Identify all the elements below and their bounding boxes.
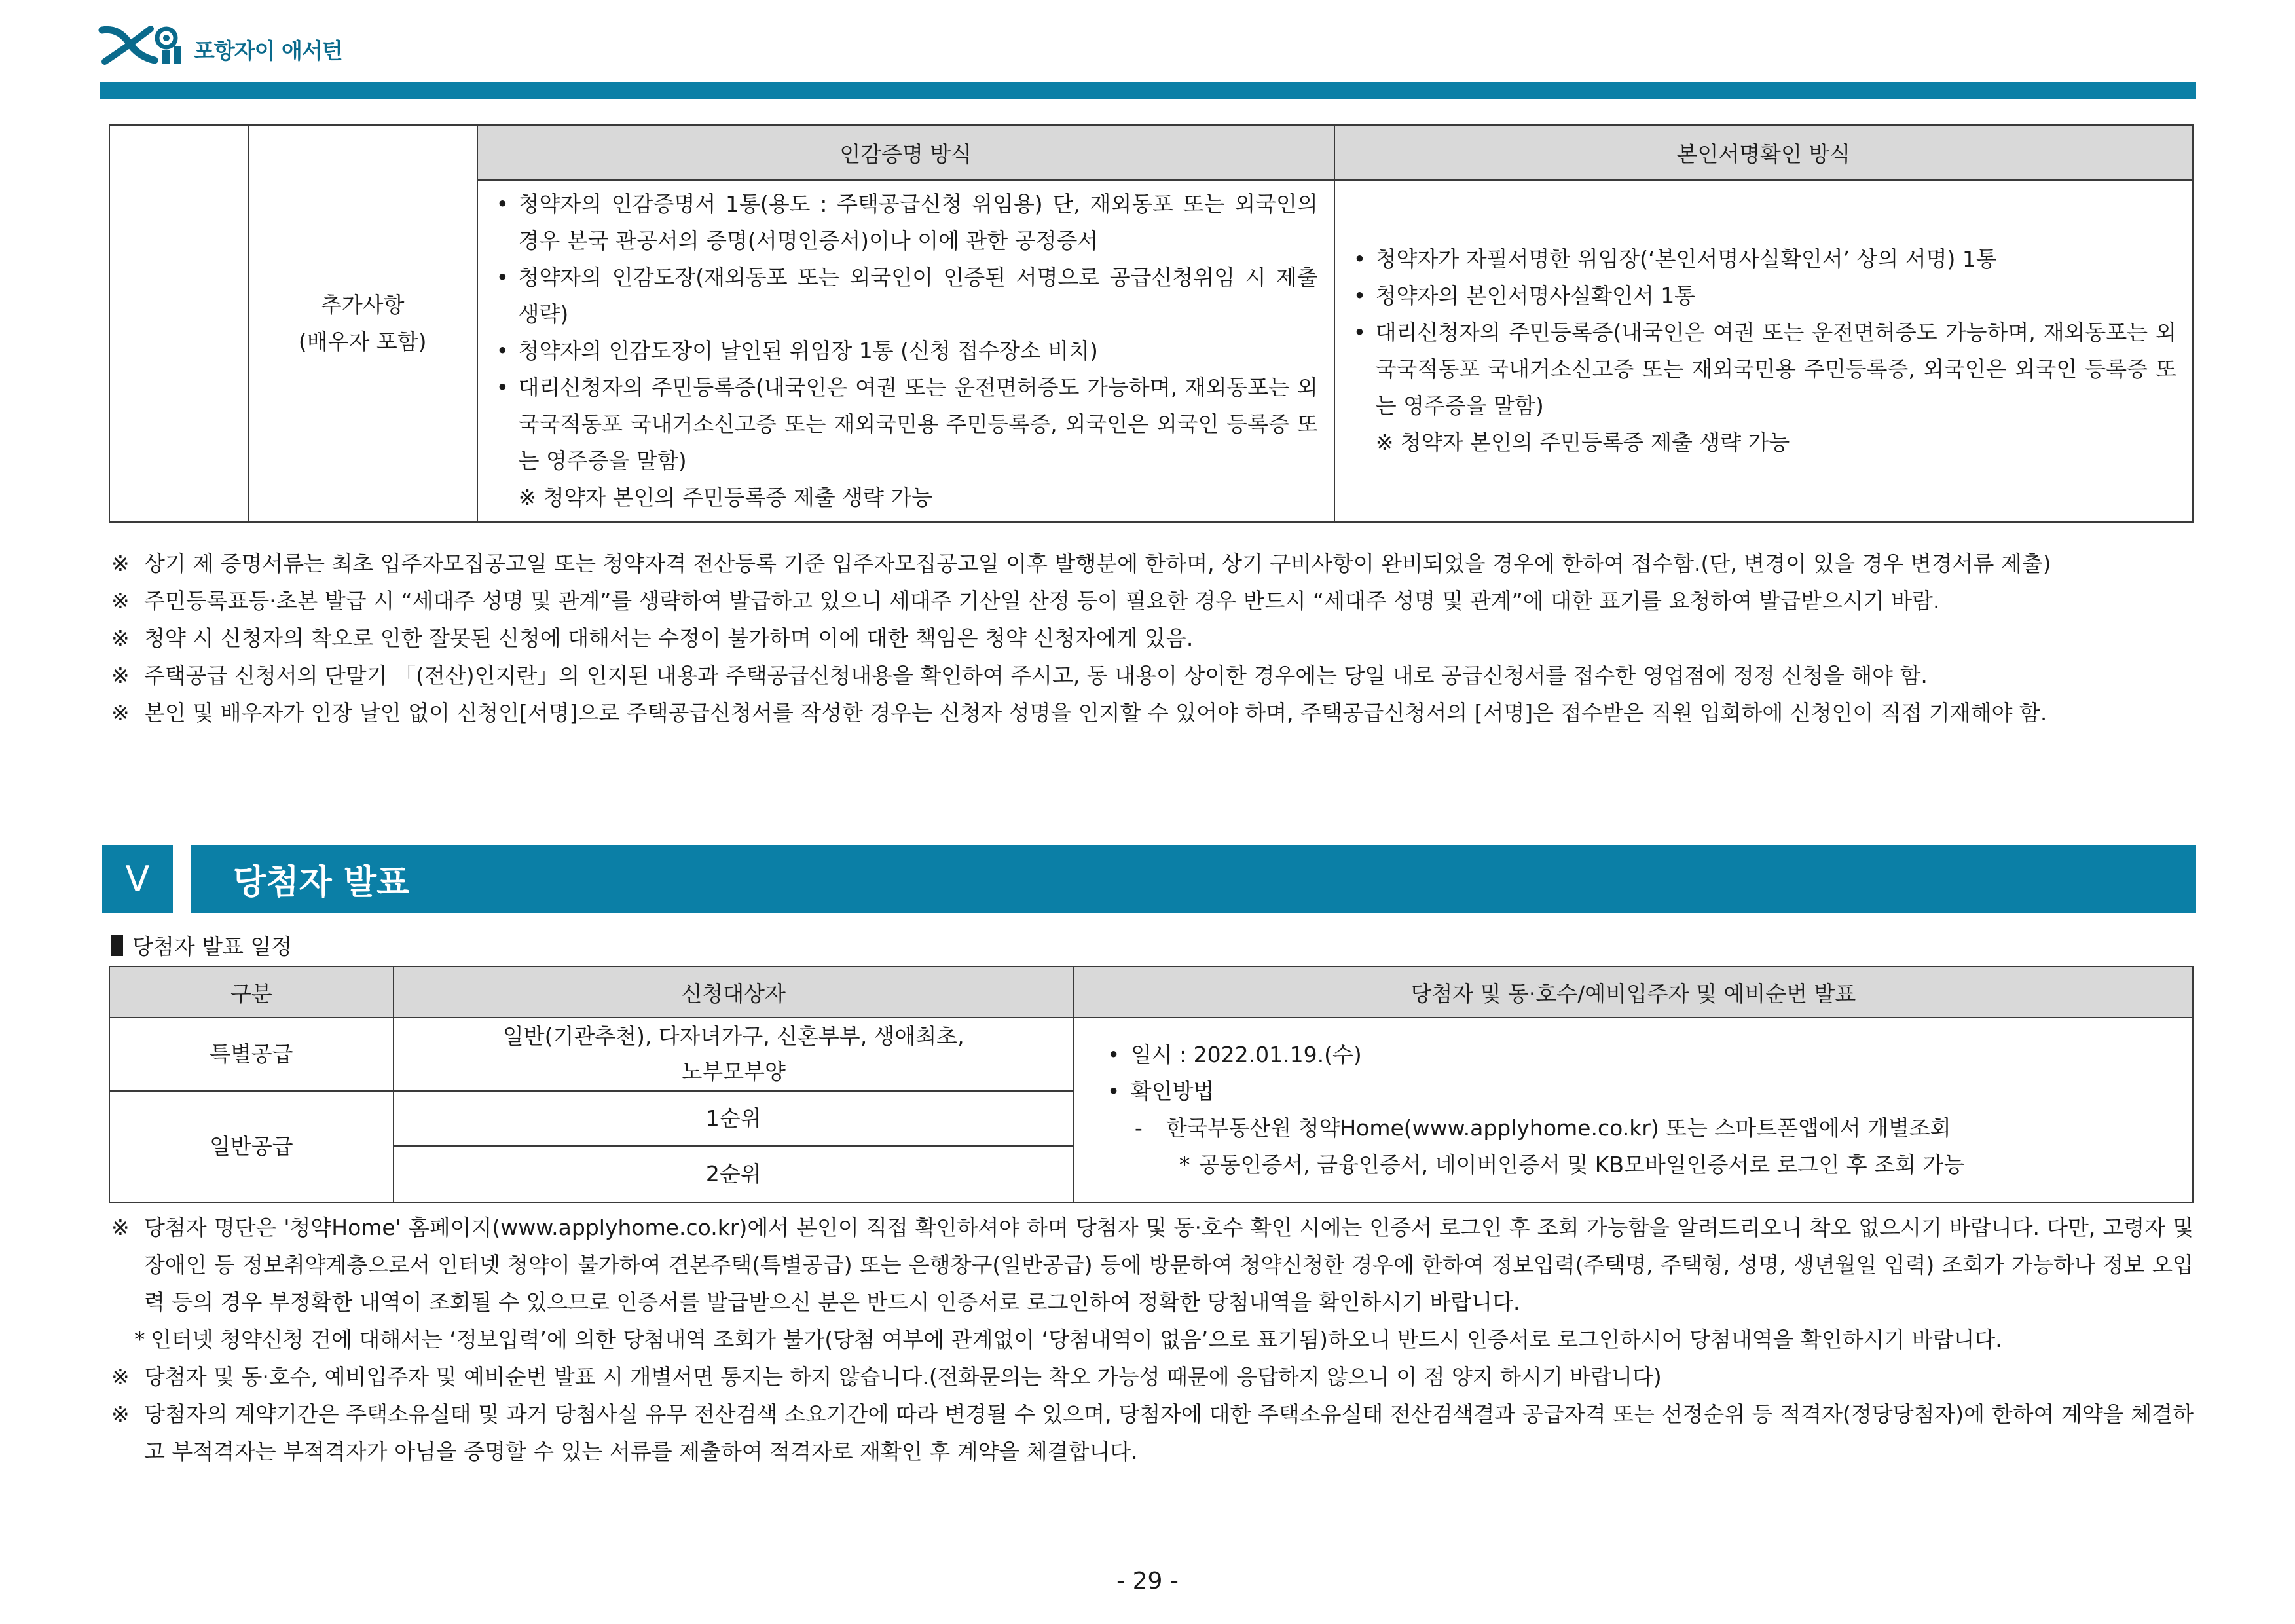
col-header-seal: 인감증명 방식 bbox=[477, 125, 1334, 180]
section-header bbox=[102, 845, 2196, 913]
info-method: • 확인방법 bbox=[1107, 1073, 2159, 1110]
note-item: ※ 당첨자의 계약기간은 주택소유실태 및 과거 당첨사실 유무 전산검색 소요기간에 따라 변경될 수 있으며, 당첨자에 대한 주택소유실태 전산검색결과 공급자격 또는 선정순위 등 적격자(정당당첨자)에 한하여 계약을 체결하고 부적격자는 부적격자가 아님을 증명할 수 있는 서류를 제출하여 적격자로 재확인 후 계약을 체결합니다. bbox=[111, 1401, 2194, 1464]
special-supply-targets: 일반(기관추천), 다자녀가구, 신혼부부, 생애최초, 노부모부양 bbox=[394, 1018, 1074, 1091]
special-supply-label: 특별공급 bbox=[109, 1018, 394, 1091]
page-header bbox=[98, 22, 342, 68]
list-item: • 대리신청자의 주민등록증(내국인은 여권 또는 운전면허증도 가능하며, 재외동포는 외국국적동포 국내거소신고증 또는 재외국민용 주민등록증, 외국인은 외국인 등록증 또는 영주증을 말함) bbox=[1351, 314, 2176, 424]
col-header-category: 구분 bbox=[109, 967, 394, 1018]
list-item: • 청약자의 본인서명사실확인서 1통 bbox=[1351, 278, 2176, 314]
row-label: 추가사항 (배우자 포함) bbox=[248, 125, 477, 522]
info-site: - 한국부동산원 청약Home(www.applyhome.co.kr) 또는 스마트폰앱에서 개별조회 bbox=[1134, 1115, 1951, 1141]
list-item: • 청약자가 자필서명한 위임장(‘본인서명사실확인서’ 상의 서명) 1통 bbox=[1351, 241, 2176, 278]
empty-cell bbox=[109, 125, 248, 522]
list-item: • 청약자의 인감도장(재외동포 또는 외국인이 인증된 서명으로 공급신청위임 시 제출 생략) bbox=[494, 259, 1318, 333]
note-item: ※ 본인 및 배우자가 인장 날인 없이 신청인[서명]으로 주택공급신청서를 작성한 경우는 신청자 성명을 인지할 수 있어야 하며, 주택공급신청서의 [서명]은 접수받은 직원 입회하에 신청인이 직접 기재해야 함. bbox=[111, 700, 2047, 726]
note-item: ※ 당첨자 명단은 '청약Home' 홈페이지(www.applyhome.co.kr)에서 본인이 직접 확인하셔야 하며 당첨자 및 동·호수 확인 시에는 인증서 로그인 후 조회 가능함을 알려드리오니 착오 없으시기 바랍니다. 다만, 고령자 및 장애인 등 정보취약계층으로서 인터넷 청약이 불가하여 견본주택(특별공급) 또는 은행창구(일반공급) 등에 방문하여 청약신청한 경우에 한하여 정보입력(주택명, 주택형, 성명, 생년월일 입력) 조회가 가능하나 정보 오입력 등의 경우 부정확한 내역이 조회될 수 있으므로 인증서를 발급받으신 분은 반드시 인증서로 로그인하여 정확한 당첨내역을 확인하시기 바랍니다. bbox=[111, 1215, 2194, 1315]
announcement-notes bbox=[111, 1209, 2194, 1470]
additional-documents-table bbox=[109, 124, 2194, 523]
note-item: ※ 상기 제 증명서류는 최초 입주자모집공고일 또는 청약자격 전산등록 기준 입주자모집공고일 이후 발행분에 한하며, 상기 구비사항이 완비되었을 경우에 한하여 접수함.(단, 변경이 있을 경우 변경서류 제출) bbox=[111, 551, 2051, 576]
list-note: ※ 청약자 본인의 주민등록증 제출 생략 가능 bbox=[518, 485, 933, 510]
col-header-announcement: 당첨자 및 동·호수/예비입주자 및 예비순번 발표 bbox=[1074, 967, 2193, 1018]
info-date: • 일시 : 2022.01.19.(수) bbox=[1107, 1037, 2159, 1073]
info-cert: * 공동인증서, 금융인증서, 네이버인증서 및 KB모바일인증서로 로그인 후 조회 가능 bbox=[1179, 1152, 1965, 1177]
subheading: 당첨자 발표 일정 bbox=[111, 930, 292, 961]
announcement-info bbox=[1074, 1018, 2193, 1202]
xi-logo-icon bbox=[98, 22, 183, 68]
square-bullet-icon bbox=[111, 935, 123, 956]
list-item: • 청약자의 인감도장이 날인된 위임장 1통 (신청 접수장소 비치) bbox=[494, 333, 1318, 369]
page-number: - 29 - bbox=[1116, 1568, 1179, 1595]
note-item: ※ 주택공급 신청서의 단말기 「(전산)인지란」의 인지된 내용과 주택공급신청내용을 확인하여 주시고, 동 내용이 상이한 경우에는 당일 내로 공급신청서를 접수한 영업점에 정정 신청을 해야 함. bbox=[111, 663, 1928, 688]
note-item: ※ 당첨자 및 동·호수, 예비입주자 및 예비순번 발표 시 개별서면 통지는 하지 않습니다.(전화문의는 착오 가능성 때문에 응답하지 않으니 이 점 양지 하시기 바랍니다) bbox=[111, 1364, 1662, 1390]
header-rule bbox=[100, 82, 2196, 99]
brand-name: 포항자이 애서턴 bbox=[194, 37, 342, 64]
rank-1: 1순위 bbox=[394, 1091, 1074, 1146]
note-subitem: * 인터넷 청약신청 건에 대해서는 ‘정보입력’에 의한 당첨내역 조회가 불가(당첨 여부에 관계없이 ‘당첨내역이 없음’으로 표기됨)하오니 반드시 인증서로 로그인하시어 당첨내역을 확인하시기 바랍니다. bbox=[134, 1327, 2002, 1352]
seal-method-cell bbox=[477, 180, 1334, 522]
list-note: ※ 청약자 본인의 주민등록증 제출 생략 가능 bbox=[1375, 430, 1790, 455]
list-item: • 청약자의 인감증명서 1통(용도 : 주택공급신청 위임용) 단, 재외동포 또는 외국인의 경우 본국 관공서의 증명(서명인증서)이나 이에 관한 공정증서 bbox=[494, 186, 1318, 259]
signature-method-cell bbox=[1334, 180, 2193, 522]
col-header-targets: 신청대상자 bbox=[394, 967, 1074, 1018]
rank-2: 2순위 bbox=[394, 1146, 1074, 1202]
note-item: ※ 주민등록표등·초본 발급 시 “세대주 성명 및 관계”를 생략하여 발급하고 있으니 세대주 기산일 산정 등이 필요한 경우 반드시 “세대주 성명 및 관계”에 대한 표기를 요청하여 발급받으시기 바람. bbox=[111, 588, 1940, 614]
list-item: • 대리신청자의 주민등록증(내국인은 여권 또는 운전면허증도 가능하며, 재외동포는 외국국적동포 국내거소신고증 또는 재외국민용 주민등록증, 외국인은 외국인 등록증 또는 영주증을 말함) bbox=[494, 369, 1318, 479]
section-number: V bbox=[102, 845, 173, 913]
note-item: ※ 청약 시 신청자의 착오로 인한 잘못된 신청에 대해서는 수정이 불가하며 이에 대한 책임은 청약 신청자에게 있음. bbox=[111, 625, 1194, 651]
general-supply-label: 일반공급 bbox=[109, 1091, 394, 1202]
announcement-schedule-table bbox=[109, 966, 2194, 1203]
section-title: 당첨자 발표 bbox=[191, 845, 2196, 913]
document-notes bbox=[111, 545, 2194, 731]
col-header-signature: 본인서명확인 방식 bbox=[1334, 125, 2193, 180]
